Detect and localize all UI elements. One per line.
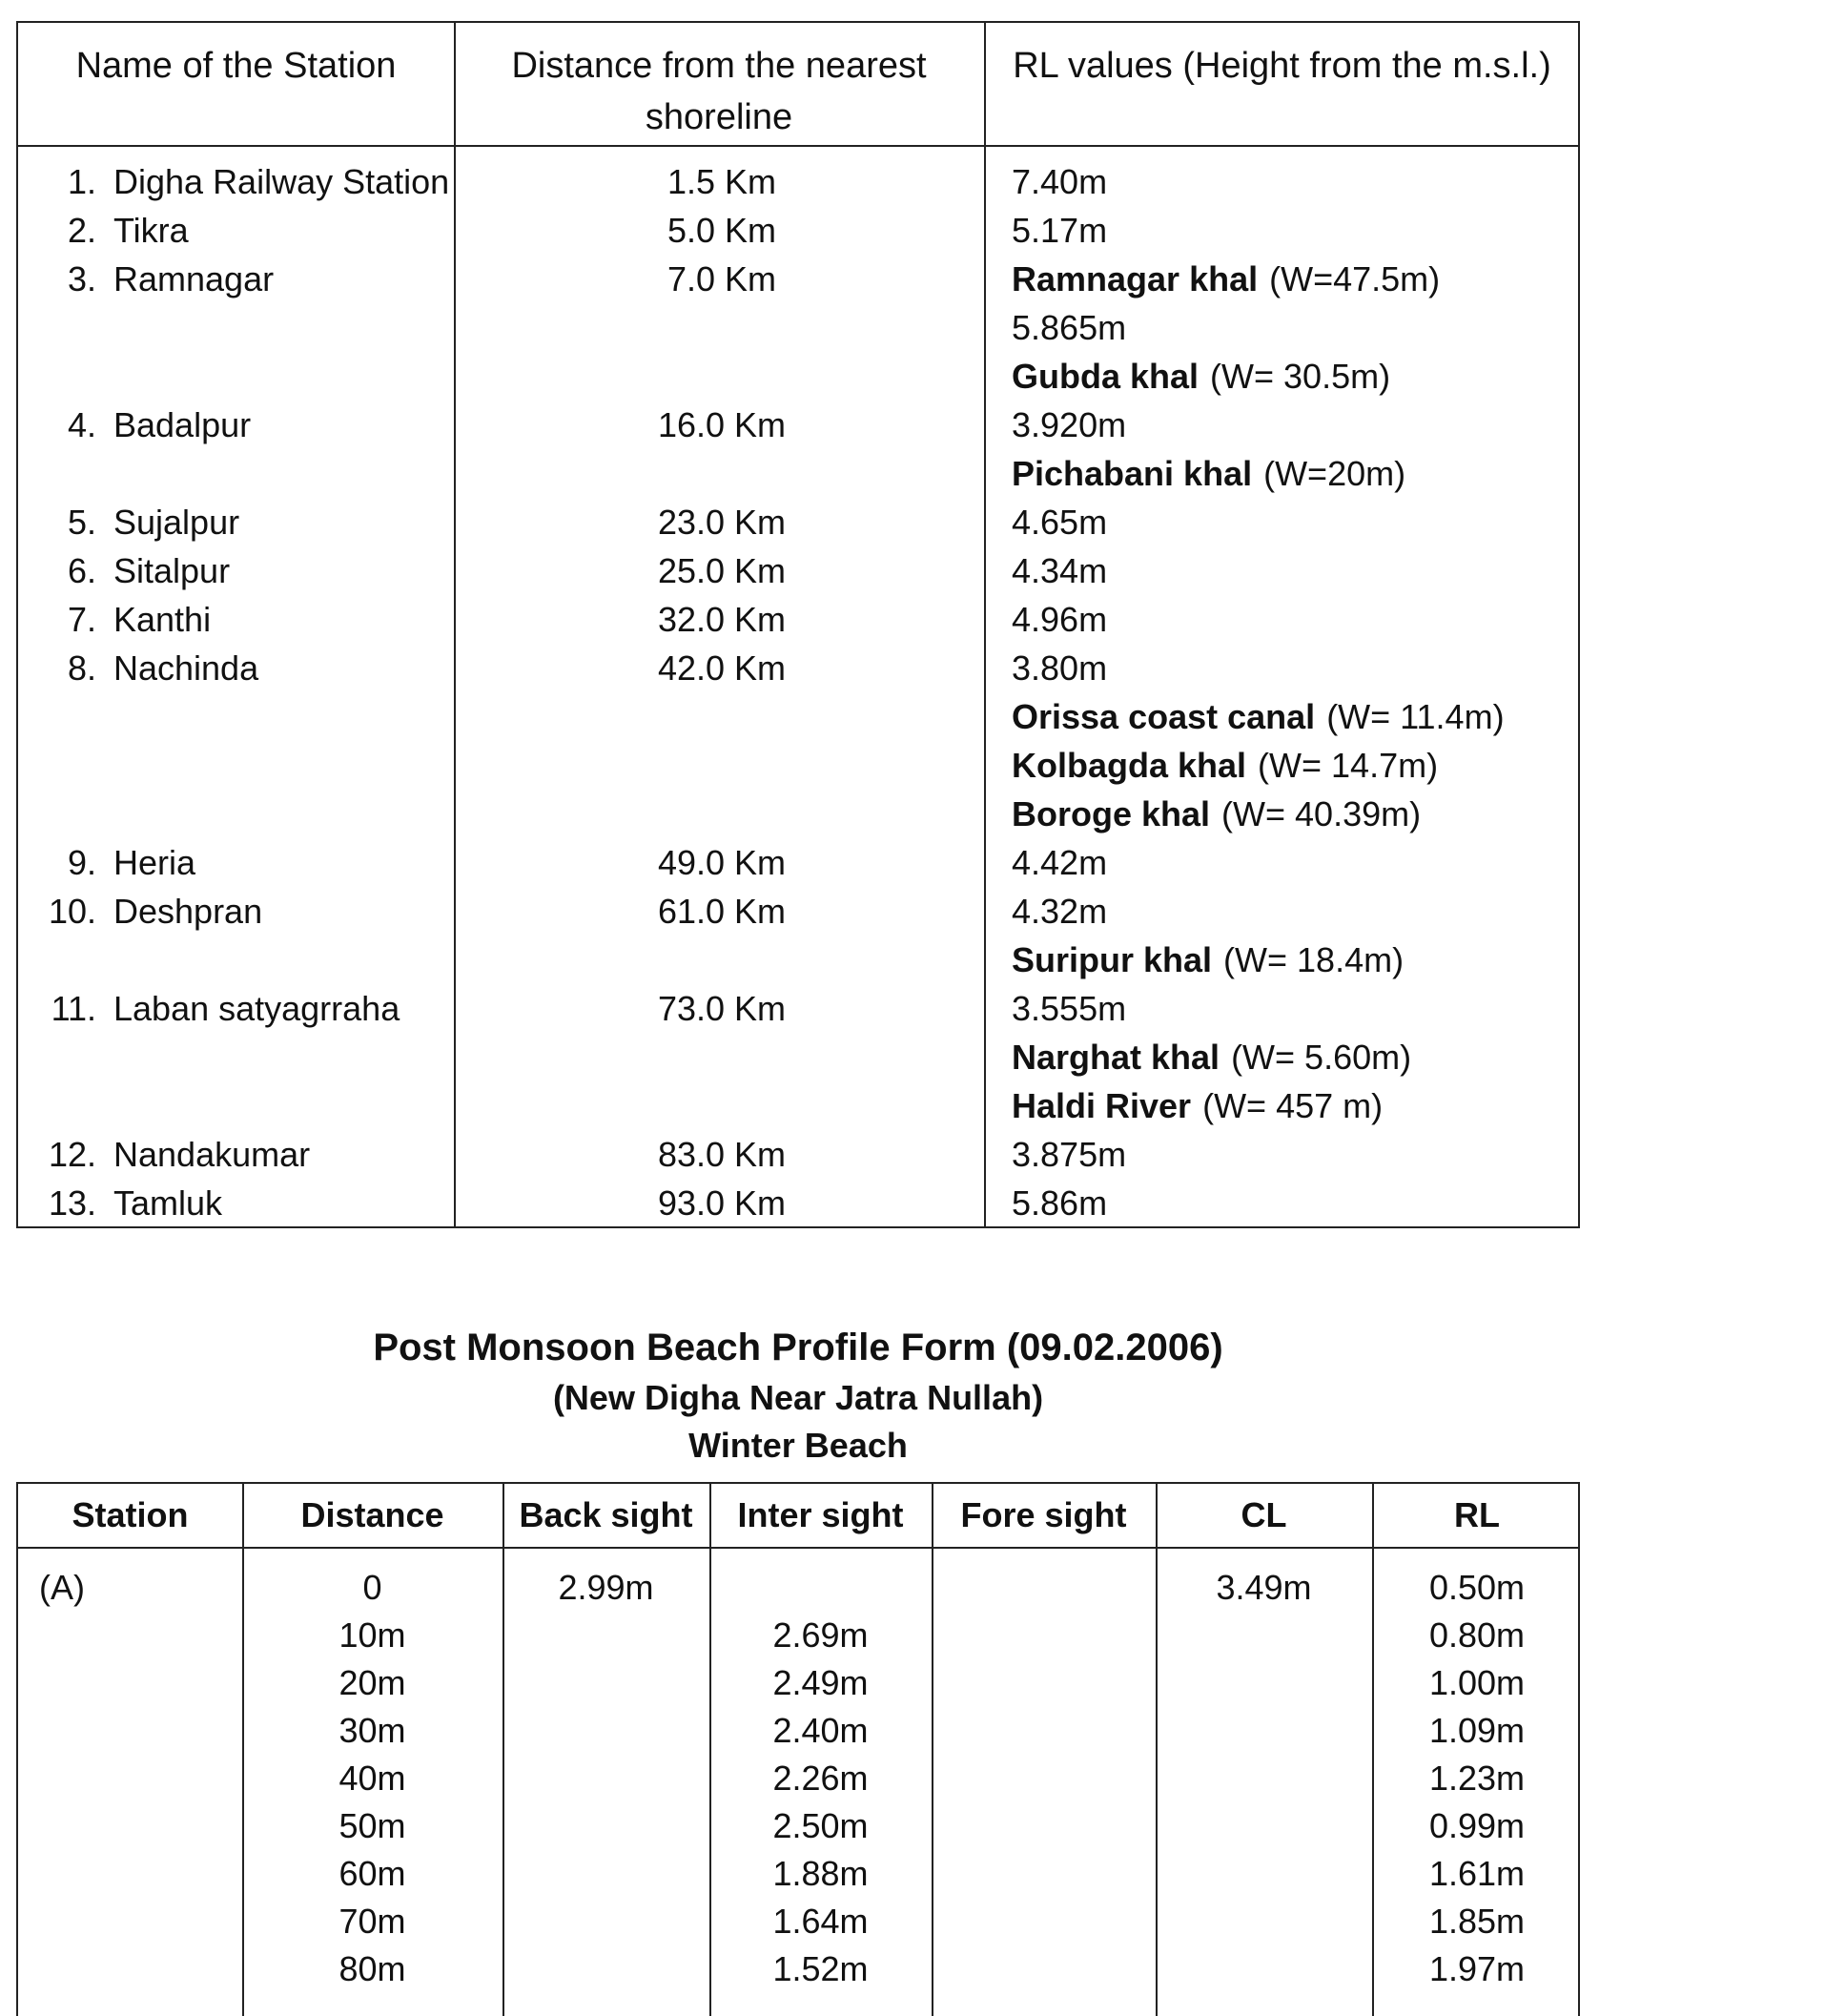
rl-value: 4.32m [1012, 892, 1108, 931]
inter-sight-cell: 2.40m [772, 1711, 869, 1750]
waterway-width: (W= 457 m) [1202, 1086, 1384, 1125]
station-distance: 1.5 Km [666, 162, 777, 201]
waterway-width: (W=47.5m) [1269, 259, 1441, 298]
row-number: 5. [67, 503, 96, 542]
station-name: Nachinda [113, 648, 259, 688]
rl-value: 3.555m [1012, 989, 1127, 1028]
header-inter-sight: Inter sight [737, 1495, 904, 1534]
waterway-width: (W= 18.4m) [1223, 940, 1405, 979]
waterway-width: (W= 30.5m) [1210, 357, 1391, 396]
waterway-entry [1012, 353, 1390, 401]
row-number: 8. [67, 648, 96, 688]
station-name: Sujalpur [113, 503, 240, 542]
row-number: 7. [67, 600, 96, 639]
station-distance: 73.0 Km [657, 989, 787, 1028]
station-name: Tikra [113, 211, 189, 250]
rl-value: 5.86m [1012, 1183, 1108, 1223]
station-name: Laban satyagrraha [113, 989, 400, 1028]
station-rl-table [16, 21, 1580, 1228]
waterway-width: (W= 5.60m) [1231, 1038, 1412, 1077]
rl-cell: 1.61m [1428, 1854, 1526, 1893]
beach-profile-table [16, 1482, 1580, 2016]
waterway-width: (W= 40.39m) [1221, 794, 1422, 833]
row-number: 9. [67, 843, 96, 882]
column-divider [454, 23, 456, 1226]
station-distance: 42.0 Km [657, 648, 787, 688]
station-distance: 23.0 Km [657, 503, 787, 542]
rl-value: 4.34m [1012, 551, 1108, 590]
rl-value: 3.920m [1012, 405, 1127, 444]
station-name: Digha Railway Station [113, 162, 450, 201]
waterway-name: Gubda khal [1012, 357, 1200, 396]
waterway-width: (W= 14.7m) [1258, 746, 1439, 785]
station-distance: 49.0 Km [657, 843, 787, 882]
distance-cell: 50m [338, 1806, 406, 1845]
column-divider [932, 1484, 933, 2016]
rl-cell: 0.80m [1428, 1615, 1526, 1655]
station-distance: 5.0 Km [666, 211, 777, 250]
waterway-entry [1012, 450, 1405, 498]
header-distance-line1: Distance from the nearest [511, 46, 927, 86]
inter-sight-cell: 1.88m [772, 1854, 869, 1893]
station-name: Deshpran [113, 892, 263, 931]
rl-cell: 0.50m [1428, 1568, 1526, 1607]
row-number: 4. [67, 405, 96, 444]
station-name: Ramnagar [113, 259, 275, 298]
distance-cell: 60m [338, 1854, 406, 1893]
header-distance [454, 40, 984, 143]
waterway-name: Haldi River [1012, 1086, 1192, 1125]
distance-cell: 80m [338, 1949, 406, 1988]
header-distance: Distance [300, 1495, 444, 1534]
profile-subtitle: (New Digha Near Jatra Nullah) [552, 1378, 1044, 1417]
cl-cell: 3.49m [1216, 1568, 1312, 1607]
waterway-name: Boroge khal [1012, 794, 1211, 833]
waterway-entry [1012, 791, 1421, 838]
rl-cell: 1.09m [1428, 1711, 1526, 1750]
header-divider [18, 1547, 1578, 1549]
row-number: 1. [67, 162, 96, 201]
header-distance-line2: shoreline [645, 97, 793, 137]
row-number: 13. [48, 1183, 96, 1223]
distance-cell: 20m [338, 1663, 406, 1702]
waterway-name: Kolbagda khal [1012, 746, 1247, 785]
rl-cell: 1.97m [1428, 1949, 1526, 1988]
waterway-entry [1012, 256, 1440, 303]
waterway-entry [1012, 1034, 1411, 1081]
header-station: Station [72, 1495, 189, 1534]
station-name: Tamluk [113, 1183, 223, 1223]
waterway-name: Orissa coast canal [1012, 697, 1316, 736]
inter-sight-cell: 1.52m [772, 1949, 869, 1988]
header-cl: CL [1241, 1495, 1287, 1534]
waterway-name: Pichabani khal [1012, 454, 1253, 493]
rl-value: 3.875m [1012, 1135, 1127, 1174]
distance-cell: 10m [338, 1615, 406, 1655]
profile-title: Post Monsoon Beach Profile Form (09.02.2006) [373, 1327, 1223, 1368]
header-rl-values: RL values (Height from the m.s.l.) [1013, 46, 1551, 86]
distance-cell: 40m [338, 1759, 406, 1798]
waterway-entry [1012, 693, 1505, 741]
station-distance: 25.0 Km [657, 551, 787, 590]
header-station-name: Name of the Station [75, 46, 397, 86]
waterway-name: Ramnagar khal [1012, 259, 1259, 298]
rl-cell: 1.00m [1428, 1663, 1526, 1702]
rl-value: 4.65m [1012, 503, 1108, 542]
rl-value: 7.40m [1012, 162, 1108, 201]
rl-value: 3.80m [1012, 648, 1108, 688]
rl-cell: 1.85m [1428, 1902, 1526, 1941]
rl-cell: 0.99m [1428, 1806, 1526, 1845]
station-distance: 61.0 Km [657, 892, 787, 931]
waterway-width: (W=20m) [1263, 454, 1406, 493]
header-rl: RL [1454, 1495, 1500, 1534]
inter-sight-cell: 1.64m [772, 1902, 869, 1941]
row-number: 2. [67, 211, 96, 250]
inter-sight-cell: 2.49m [772, 1663, 869, 1702]
rl-value: 4.96m [1012, 600, 1108, 639]
station-distance: 32.0 Km [657, 600, 787, 639]
station-name: Heria [113, 843, 196, 882]
distance-cell: 30m [338, 1711, 406, 1750]
waterway-name: Narghat khal [1012, 1038, 1220, 1077]
distance-cell: 70m [338, 1902, 406, 1941]
header-divider [18, 145, 1578, 147]
row-number: 6. [67, 551, 96, 590]
rl-cell: 1.23m [1428, 1759, 1526, 1798]
waterway-name: Suripur khal [1012, 940, 1213, 979]
station-distance: 93.0 Km [657, 1183, 787, 1223]
header-back-sight: Back sight [519, 1495, 693, 1534]
row-number: 12. [48, 1135, 96, 1174]
inter-sight-cell: 2.50m [772, 1806, 869, 1845]
rl-value: 5.17m [1012, 211, 1108, 250]
station-name: Sitalpur [113, 551, 231, 590]
waterway-width: (W= 11.4m) [1326, 697, 1505, 736]
header-fore-sight: Fore sight [960, 1495, 1127, 1534]
station-distance: 83.0 Km [657, 1135, 787, 1174]
station-cell: (A) [39, 1568, 85, 1607]
profile-beach-type: Winter Beach [688, 1426, 908, 1465]
rl-value: 5.865m [1012, 308, 1127, 347]
station-name: Kanthi [113, 600, 212, 639]
station-distance: 16.0 Km [657, 405, 787, 444]
inter-sight-cell: 2.26m [772, 1759, 869, 1798]
back-sight-cell: 2.99m [558, 1568, 654, 1607]
station-name: Nandakumar [113, 1135, 311, 1174]
station-name: Badalpur [113, 405, 252, 444]
waterway-entry [1012, 936, 1404, 984]
distance-cell: 0 [362, 1568, 382, 1607]
row-number: 10. [48, 892, 96, 931]
row-number: 11. [51, 989, 96, 1028]
rl-value: 4.42m [1012, 843, 1108, 882]
station-distance: 7.0 Km [666, 259, 777, 298]
waterway-entry [1012, 742, 1438, 790]
row-number: 3. [67, 259, 96, 298]
inter-sight-cell: 2.69m [772, 1615, 869, 1655]
waterway-entry [1012, 1082, 1383, 1130]
